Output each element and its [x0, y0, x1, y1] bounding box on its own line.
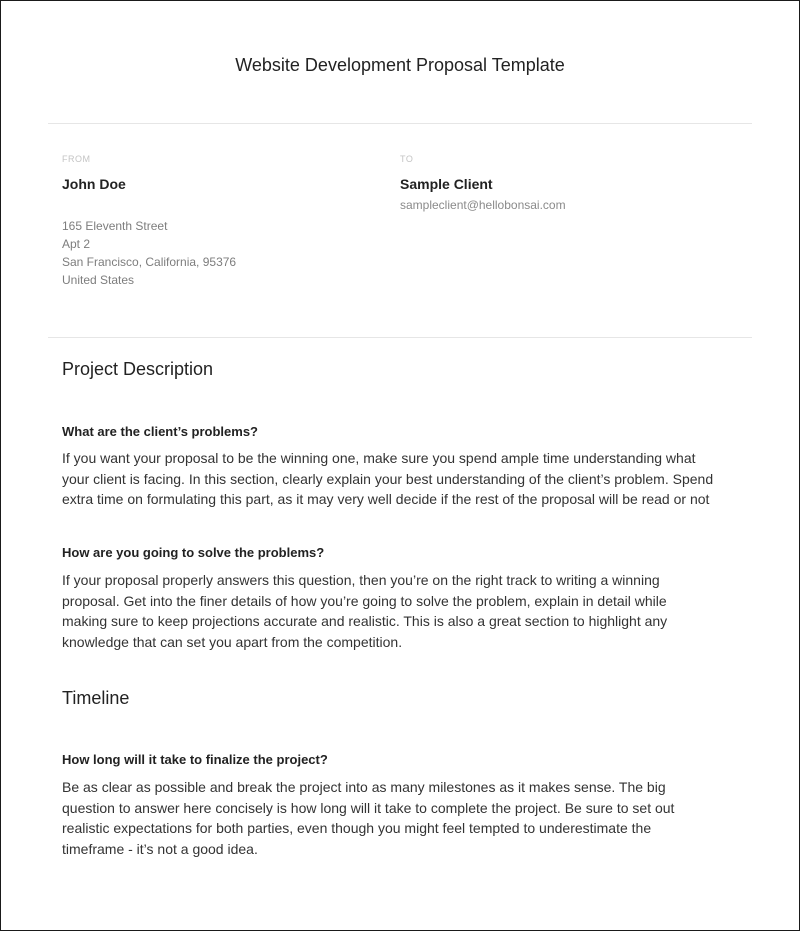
paragraph-line: question to answer here concisely is how long will it take to complete the project. Be sure to set out: [62, 799, 675, 816]
address-line: San Francisco, California, 95376: [62, 255, 237, 269]
answer-project-duration: [62, 777, 752, 859]
paragraph-line: If your proposal properly answers this question, then you’re on the right track to writing a winning: [62, 572, 660, 588]
answer-client-problems: [62, 448, 752, 510]
from-name: John Doe: [62, 176, 126, 192]
parties-divider: [48, 337, 752, 338]
question-client-problems: What are the client’s problems?: [62, 424, 259, 439]
from-label: FROM: [62, 154, 91, 164]
document-title: Website Development Proposal Template: [235, 55, 565, 75]
address-line: United States: [62, 273, 135, 287]
question-solve-problems: How are you going to solve the problems?: [62, 545, 325, 560]
paragraph-line: Be as clear as possible and break the project into as many milestones as it makes sense. The big: [62, 779, 666, 795]
paragraph-line: knowledge that can set you apart from the competition.: [62, 633, 403, 650]
paragraph-line: proposal. Get into the finer details of how you’re going to solve the problem, explain in detail while: [62, 592, 667, 609]
paragraph-line: your client is facing. In this section, clearly explain your best understanding of the client’s problem. Spend: [62, 470, 714, 487]
header-divider: [48, 123, 752, 124]
section-heading-timeline: Timeline: [62, 688, 130, 708]
paragraph-line: If you want your proposal to be the winning one, make sure you spend ample time understanding what: [62, 450, 696, 466]
section-heading-project-description: Project Description: [62, 359, 214, 379]
answer-solve-problems: [62, 570, 752, 652]
paragraph-line: realistic expectations for both parties, even though you might feel tempted to underestimate the: [62, 820, 652, 836]
to-name: Sample Client: [400, 176, 493, 192]
address-line: 165 Eleventh Street: [62, 219, 168, 233]
to-label: TO: [400, 154, 414, 164]
from-address: [62, 217, 236, 289]
paragraph-line: timeframe - it’s not a good idea.: [62, 840, 258, 857]
address-line: Apt 2: [62, 237, 91, 251]
question-project-duration: How long will it take to finalize the project?: [62, 752, 328, 767]
paragraph-line: making sure to keep projections accurate and realistic. This is also a great section to highlight any: [62, 613, 668, 629]
to-email: sampleclient@hellobonsai.com: [400, 198, 566, 212]
paragraph-line: extra time on formulating this part, as it may very well decide if the rest of the proposal will be read or not: [62, 491, 710, 507]
